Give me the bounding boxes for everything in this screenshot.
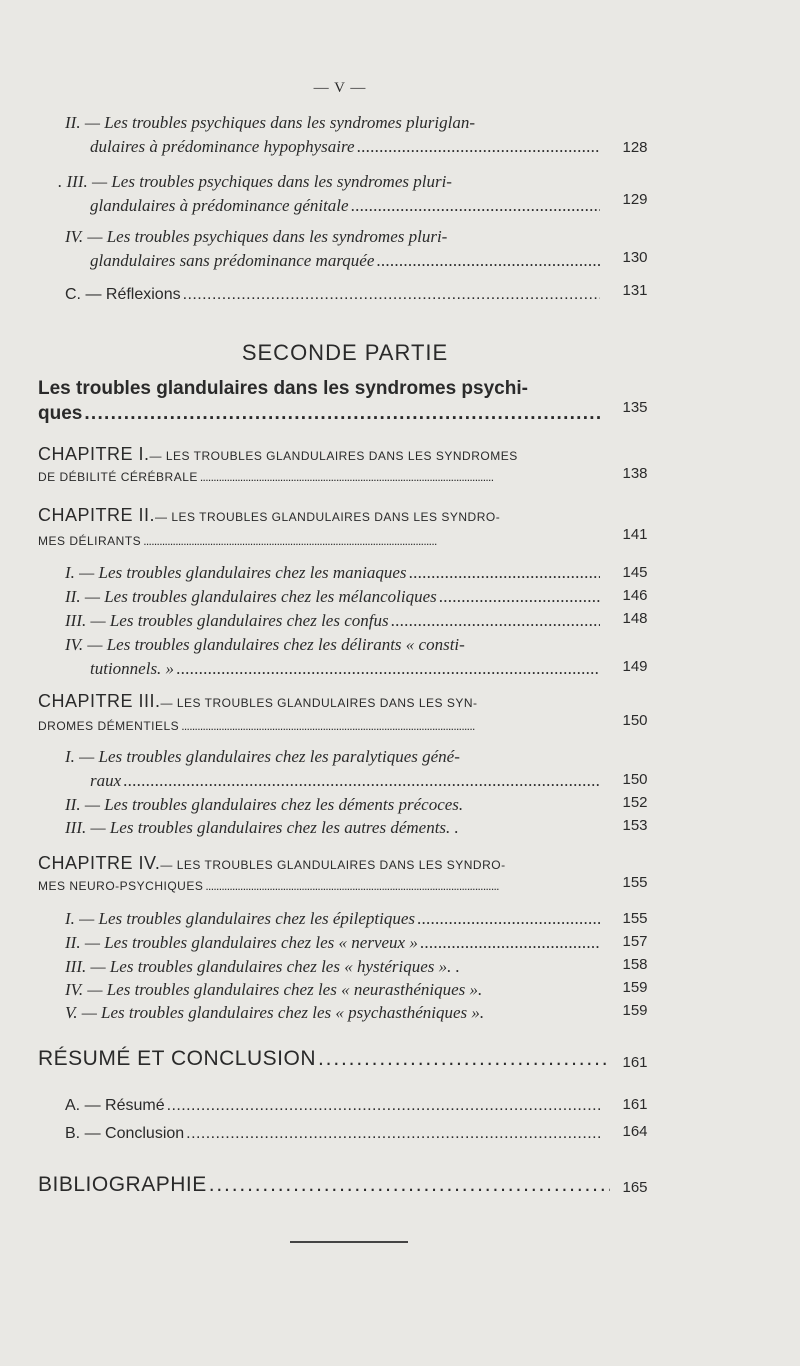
toc-entry[interactable]: BIBLIOGRAPHIE . . . [38, 1174, 610, 1196]
page-ref: 155 [622, 874, 648, 891]
page-ref: 148 [622, 610, 648, 627]
page-ref: 159 [622, 979, 648, 996]
toc-entry[interactable]: DE DÉBILITÉ CÉRÉBRALE . . . [38, 466, 600, 488]
page-ref: 165 [622, 1179, 648, 1196]
toc-entry[interactable]: III. — Les troubles glandulaires chez les confus . . . [65, 610, 600, 632]
closing-rule [290, 1241, 408, 1243]
page-ref: 141 [622, 526, 648, 543]
toc-entry-line: IV. — Les troubles glandulaires chez les délirants « consti- [65, 635, 465, 654]
toc-entry-line: II. — Les troubles psychiques dans les syndromes pluriglan- [65, 113, 476, 132]
page-ref: 150 [622, 771, 648, 788]
toc-entry[interactable]: MES NEURO-PSYCHIQUES . . . [38, 875, 600, 897]
page-ref: 161 [622, 1054, 648, 1071]
toc-entry-line: . III. — Les troubles psychiques dans les syndromes pluri- [58, 172, 452, 191]
chapter-title: CHAPITRE III. — LES TROUBLES GLANDULAIRES DANS LES SYN- [38, 691, 478, 711]
toc-entry[interactable]: DROMES DÉMENTIELS . . . [38, 715, 600, 737]
page-ref: 158 [622, 956, 648, 973]
chapter-title: CHAPITRE I. — LES TROUBLES GLANDULAIRES DANS LES SYNDROMES [38, 444, 518, 464]
toc-entry[interactable]: C. — Réflexions . . . [65, 284, 600, 306]
page-ref: 159 [622, 1002, 648, 1019]
toc-entry-line: I. — Les troubles glandulaires chez les paralytiques géné- [65, 747, 460, 766]
page-ref: 130 [622, 249, 648, 266]
toc-entry[interactable]: ques . . . [38, 403, 600, 425]
toc-entry[interactable]: III. — Les troubles glandulaires chez les autres déments. . [65, 818, 459, 837]
toc-entry[interactable]: MES DÉLIRANTS . . . [38, 530, 600, 552]
toc-entry[interactable]: II. — Les troubles glandulaires chez les déments précoces. [65, 795, 464, 814]
toc-entry[interactable]: A. — Résumé . . . [65, 1095, 600, 1117]
chapter-title: CHAPITRE IV. — LES TROUBLES GLANDULAIRES DANS LES SYNDRO- [38, 853, 506, 873]
toc-entry[interactable]: tutionnels. » . . . [90, 658, 600, 680]
toc-entry[interactable]: RÉSUMÉ ET CONCLUSION . . . [38, 1048, 610, 1070]
page-ref: 135 [622, 399, 648, 416]
toc-entry[interactable]: V. — Les troubles glandulaires chez les « psychasthéniques ». [65, 1003, 485, 1022]
toc-entry[interactable]: B. — Conclusion . . . [65, 1123, 600, 1145]
page-ref: 164 [622, 1123, 648, 1140]
toc-entry[interactable]: raux . . . [90, 770, 600, 792]
section-heading: SECONDE PARTIE [241, 340, 449, 365]
page-ref: 146 [622, 587, 648, 604]
toc-entry[interactable]: I. — Les troubles glandulaires chez les épileptiques . . . [65, 908, 600, 930]
toc-entry[interactable]: glandulaires sans prédominance marquée . . . [90, 250, 600, 272]
page-ref: 152 [622, 794, 648, 811]
page-ref: 153 [622, 817, 648, 834]
toc-entry-line: Les troubles glandulaires dans les syndromes psychi- [38, 378, 528, 399]
page-ref: 145 [622, 564, 648, 581]
page-ref: 129 [622, 191, 648, 208]
page-ref: 155 [622, 910, 648, 927]
chapter-title: CHAPITRE II. — LES TROUBLES GLANDULAIRES DANS LES SYNDRO- [38, 505, 501, 525]
page-ref: 131 [622, 282, 648, 299]
page-ref: 128 [622, 139, 648, 156]
page-ref: 157 [622, 933, 648, 950]
toc-entry[interactable]: dulaires à prédominance hypophysaire . . . [90, 136, 600, 158]
toc-entry-line: IV. — Les troubles psychiques dans les syndromes pluri- [65, 227, 448, 246]
page-ref: 149 [622, 658, 648, 675]
page-ref: 161 [622, 1096, 648, 1113]
toc-entry[interactable]: II. — Les troubles glandulaires chez les « nerveux » . . . [65, 932, 600, 954]
page-ref: 138 [622, 465, 648, 482]
page-number: — V — [313, 80, 367, 96]
toc-entry[interactable]: III. — Les troubles glandulaires chez les « hystériques ». . [65, 957, 460, 976]
toc-entry[interactable]: IV. — Les troubles glandulaires chez les « neurasthéniques ». [65, 980, 483, 999]
toc-entry[interactable]: II. — Les troubles glandulaires chez les mélancoliques . . . [65, 586, 600, 608]
toc-entry[interactable]: I. — Les troubles glandulaires chez les maniaques . . . [65, 562, 600, 584]
toc-entry[interactable]: glandulaires à prédominance génitale . . . [90, 195, 600, 217]
page-ref: 150 [622, 712, 648, 729]
